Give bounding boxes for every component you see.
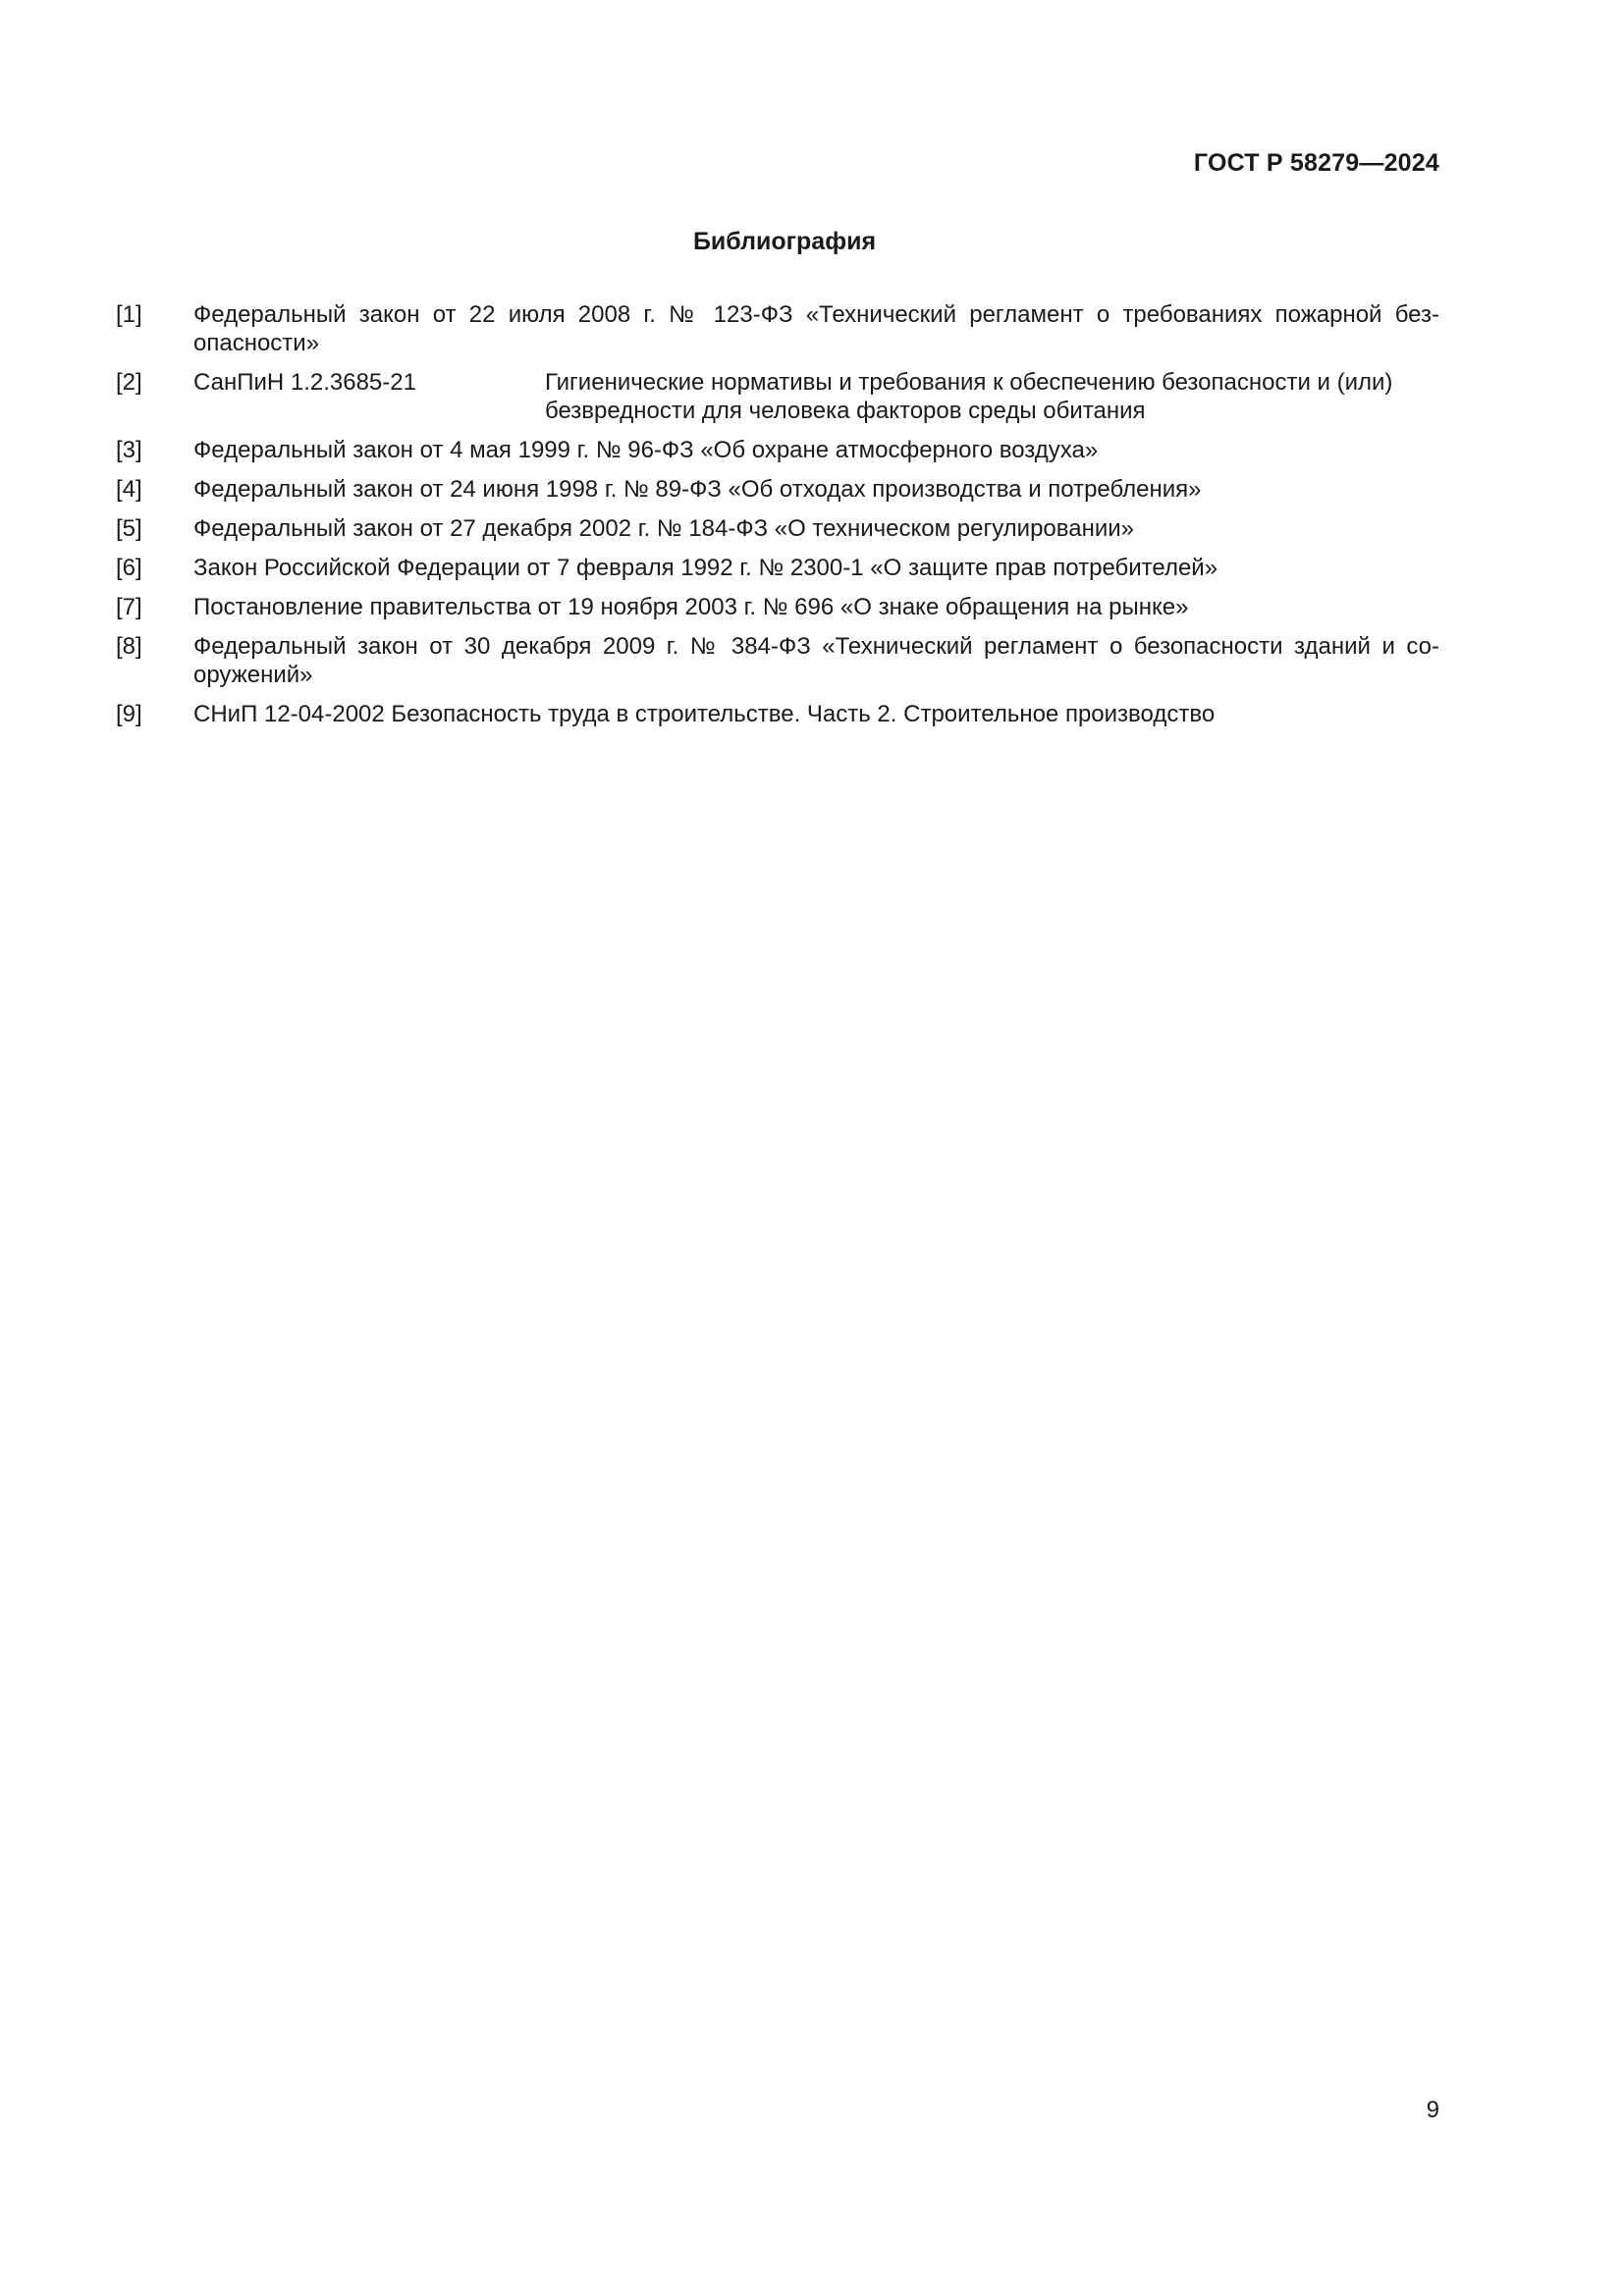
bibliography-item-description: Гигиенические нормативы и требования к обеспечению безопасности и (или) безвредности для человека факторов среды обитания (545, 369, 1393, 424)
bibliography-item (116, 700, 1439, 728)
bibliography-item-text: Постановление правительства от 19 ноября 2003 г. № 696 «О знаке обращения на рынке» (193, 594, 1189, 620)
bibliography-item-number: [6] (116, 555, 142, 581)
bibliography-item-text: СНиП 12-04-2002 Безопасность труда в строительстве. Часть 2. Строительное производство (193, 701, 1216, 727)
bibliography-item-number: [5] (116, 515, 142, 542)
bibliography-item-text: Федеральный закон от 30 декабря 2009 г. № 384-ФЗ «Технический регламент о безопасности зданий и со-оружений» (193, 633, 1439, 688)
bibliography-item-number: [3] (116, 437, 142, 463)
bibliography-item (116, 593, 1439, 621)
bibliography-item-text: Федеральный закон от 24 июня 1998 г. № 89-ФЗ «Об отходах производства и потребления» (193, 476, 1202, 503)
bibliography-item-code: СанПиН 1.2.3685-21 (193, 369, 416, 396)
bibliography-item-number: [9] (116, 701, 142, 727)
bibliography-item (116, 514, 1439, 543)
bibliography-item-number: [8] (116, 633, 142, 660)
document-code: ГОСТ Р 58279—2024 (1193, 149, 1439, 177)
page-number: 9 (1426, 2097, 1439, 2123)
bibliography-item (116, 632, 1439, 689)
bibliography-item-number: [1] (116, 301, 142, 328)
bibliography-item (116, 554, 1439, 582)
bibliography-item (116, 300, 1439, 357)
bibliography-item-text: Закон Российской Федерации от 7 февраля 1992 г. № 2300-1 «О защите прав потребителей» (193, 555, 1218, 581)
bibliography-item (116, 475, 1439, 504)
section-title: Библиография (692, 228, 877, 255)
bibliography-item (116, 436, 1439, 464)
bibliography-item (116, 368, 1439, 425)
bibliography-item-number: [2] (116, 369, 142, 396)
bibliography-item-number: [7] (116, 594, 142, 620)
bibliography-item-text: Федеральный закон от 4 мая 1999 г. № 96-ФЗ «Об охране атмосферного воздуха» (193, 437, 1099, 463)
bibliography-item-text: Федеральный закон от 22 июля 2008 г. № 123-ФЗ «Технический регламент о требованиях пожарной без-опасности» (193, 301, 1439, 356)
bibliography-list (116, 300, 1439, 739)
bibliography-item-number: [4] (116, 476, 142, 503)
bibliography-item-text: Федеральный закон от 27 декабря 2002 г. № 184-ФЗ «О техническом регулировании» (193, 515, 1135, 542)
